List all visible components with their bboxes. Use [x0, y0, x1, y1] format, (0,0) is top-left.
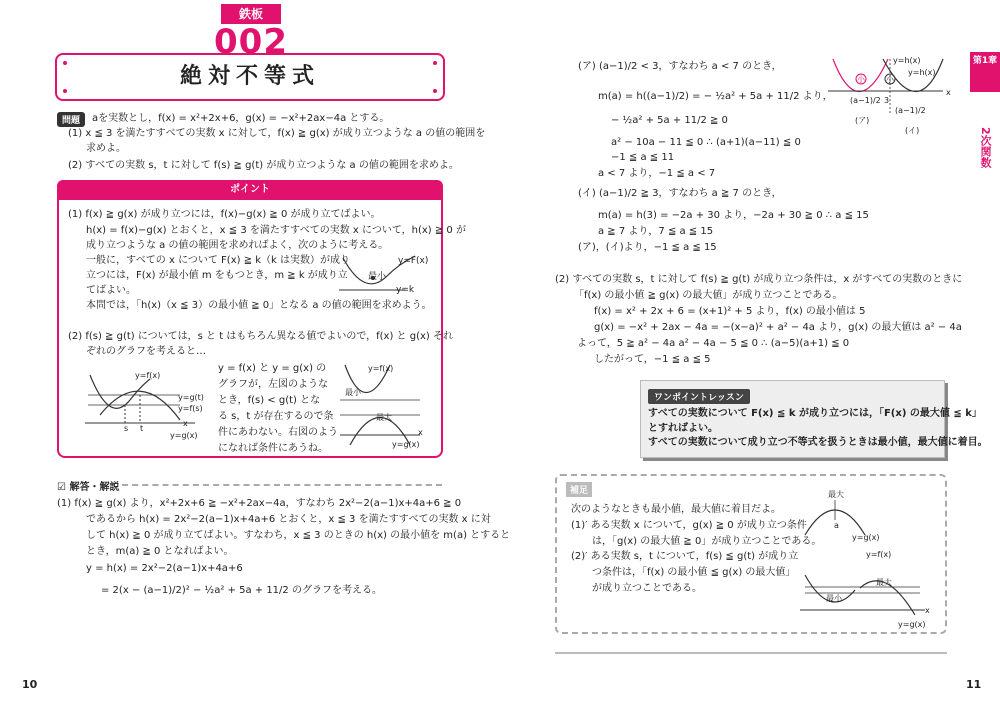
problem-statement: aを実数とし，f(x) = x²+2x+6，g(x) = −x²+2ax−4a とする。	[92, 113, 390, 124]
point-p1-line1: (1) f(x) ≧ g(x) が成り立つには，f(x)−g(x) ≧ 0 が成り立てばよい。	[68, 209, 381, 220]
corner-dot	[63, 61, 67, 65]
h-fig-lbl2: (a−1)/2	[895, 106, 926, 115]
topic-tab: 2次関数	[979, 126, 992, 168]
supp-fig-x: x	[925, 606, 930, 615]
onepoint-heading: ワンポイントレッスン	[648, 389, 750, 404]
right-b4: (ア)，(イ)より，−1 ≦ a ≦ 15	[578, 242, 717, 253]
point-p1-line6: てばよい。	[86, 285, 136, 296]
fig3-yf-label: y=f(x)	[368, 364, 394, 373]
fig3-min-label: 最小	[345, 388, 361, 397]
answer-heading: ☑ 解答・解説	[57, 482, 120, 493]
point-side-2: とき，f(s) < g(t) とな	[218, 395, 321, 406]
answer-rule	[122, 484, 442, 486]
fig2-ygt-label: y=g(t)	[178, 393, 204, 402]
fig1-min-label: 最小	[368, 272, 387, 282]
supplement-line3: は，「g(x) の最大値 ≧ 0」が成り立つことである。	[592, 536, 822, 547]
page-title-text: 絶対不等式	[179, 64, 320, 89]
fig2-yfs-label: y=f(s)	[178, 404, 203, 413]
answer-line4: とき，m(a) ≧ 0 となればよい。	[86, 546, 234, 557]
h-fig-a: (ア)	[855, 116, 870, 125]
corner-dot	[63, 89, 67, 93]
right-b1: (イ) (a−1)/2 ≧ 3，すなわち a ≧ 7 のとき，	[578, 188, 782, 199]
problem-q2: (2) すべての実数 s，t に対して f(s) ≧ g(t) が成り立つような a の値の範囲を求めよ。	[68, 160, 459, 171]
point-p1-line4: 一般に，すべての x について F(x) ≧ k（k は実数）が成り	[86, 255, 351, 266]
h-fig-label1: y=h(x)	[893, 56, 921, 65]
point-side-0: y = f(x) と y = g(x) の	[218, 363, 327, 374]
h-fig-small1: 小	[857, 75, 865, 84]
point-p2-line2: ぞれのグラフを考えると…	[86, 346, 206, 357]
onepoint-line1: すべての実数について F(x) ≦ k が成り立つには，「F(x) の最大値 ≦ k」	[648, 408, 982, 419]
point-p1-line7: 本問では，「h(x)（x ≦ 3）の最小値 ≧ 0」となる a の値の範囲を求めよう。	[86, 300, 432, 311]
answer-heading-text: 解答・解説	[69, 482, 120, 493]
fig1-yk-label: y=k	[396, 285, 415, 295]
answer-line5: y = h(x) = 2x²−2(a−1)x+4a+6	[86, 563, 243, 574]
supplement-line6: が成り立つことである。	[592, 583, 702, 594]
problem-q1-line1: (1) x ≦ 3 を満たすすべての実数 x に対して，f(x) ≧ g(x) が成り立つような a の値の範囲を	[68, 128, 486, 139]
right-a5: −1 ≦ a ≦ 11	[611, 152, 675, 163]
supplement-line4: (2)′ ある実数 s，t について，f(s) ≦ g(t) が成り立	[571, 551, 799, 562]
right-c2: 「f(x) の最小値 ≧ g(x) の最大値」が成り立つことである。	[574, 290, 843, 301]
page-title	[55, 53, 445, 101]
right-c6: したがって，−1 ≦ a ≦ 5	[594, 354, 711, 365]
onepoint-line3: すべての実数について成り立つ不等式を扱うときは最小値，最大値に着目。	[648, 437, 988, 448]
supp-fig-max2: 最大	[876, 578, 892, 587]
answer-line6: = 2(x − (a−1)/2)² − ½a² + 5a + 11/2 のグラフを考える。	[101, 585, 382, 596]
right-a1: (ア) (a−1)/2 < 3，すなわち a < 7 のとき，	[578, 61, 782, 72]
supp-fig-yg2: y=g(x)	[898, 620, 926, 629]
point-side-4: 件にあわない。右図のよう	[218, 427, 338, 438]
supp-fig-yf: y=f(x)	[866, 550, 892, 559]
point-p1-line5: 立つには，F(x) が最小値 m をもつとき，m ≧ k が成り立	[86, 270, 348, 281]
h-fig-label2: y=h(x)	[908, 68, 936, 77]
supp-fig-yg: y=g(x)	[852, 533, 880, 542]
point-side-3: る s，t が存在するので条	[218, 411, 334, 422]
supplement-graph	[800, 490, 930, 630]
bottom-rule	[555, 652, 947, 654]
corner-dot	[433, 89, 437, 93]
right-b3: a ≧ 7 より，7 ≦ a ≦ 15	[598, 226, 714, 237]
supp-fig-min: 最小	[826, 594, 842, 603]
supplement-line5: つ条件は，「f(x) の最小値 ≦ g(x) の最大値」	[592, 567, 796, 578]
fig3-yg-label: y=g(x)	[392, 440, 420, 449]
fig3-x-label: x	[418, 428, 423, 437]
supp-fig-a: a	[834, 521, 839, 530]
h-fig-small2: 小	[886, 75, 894, 84]
supp-fig-max: 最大	[828, 490, 844, 499]
fig1-yF-label: y=F(x)	[398, 256, 429, 266]
right-c3: f(x) = x² + 2x + 6 = (x+1)² + 5 より，f(x) の最小値は 5	[594, 306, 866, 317]
section-number: 002	[214, 22, 288, 62]
fig3-max-label: 最大	[376, 413, 392, 422]
right-b2: m(a) = h(3) = −2a + 30 より，−2a + 30 ≧ 0 ∴ a ≦ 15	[598, 210, 869, 221]
page-number-left: 10	[22, 678, 38, 691]
point-heading: ポイント	[57, 180, 443, 200]
onepoint-line2: とすればよい。	[648, 423, 718, 434]
h-fig-3: 3	[884, 96, 890, 105]
corner-dot	[433, 61, 437, 65]
h-fig-lbl1: (a−1)/2	[850, 96, 881, 105]
supplement-heading: 補足	[566, 482, 592, 497]
right-a2: m(a) = h((a−1)/2) = − ½a² + 5a + 11/2 より，	[598, 91, 833, 102]
right-a4: a² − 10a − 11 ≦ 0 ∴ (a+1)(a−11) ≦ 0	[611, 137, 801, 148]
chapter-tab: 第1章	[970, 52, 1000, 92]
answer-line1: (1) f(x) ≧ g(x) より，x²+2x+6 ≧ −x²+2ax−4a，すなわち 2x²−2(a−1)x+4a+6 ≧ 0	[57, 498, 462, 509]
h-fig-x: x	[946, 88, 951, 97]
fig2-t-label: t	[140, 424, 144, 433]
supplement-line1: 次のようなときも最小値，最大値に着目だよ。	[571, 504, 781, 515]
point-p1-line2: h(x) = f(x)−g(x) とおくと，x ≦ 3 を満たすすべての実数 x について，h(x) ≧ 0 が	[86, 225, 466, 236]
right-c4: g(x) = −x² + 2ax − 4a = −(x−a)² + a² − 4a より，g(x) の最大値は a² − 4a	[594, 322, 962, 333]
answer-line2: であるから h(x) = 2x²−2(a−1)x+4a+6 とおくと，x ≦ 3 を満たすすべての実数 x に対	[86, 514, 491, 525]
section-tab: 鉄板	[221, 4, 281, 24]
answer-line3: して h(x) ≧ 0 が成り立てばよい。すなわち，x ≦ 3 のときの h(x) の最小値を m(a) とすると	[86, 530, 511, 541]
fig2-x-label: x	[183, 419, 188, 428]
point-side-1: グラフが，左図のような	[218, 379, 328, 390]
right-a6: a < 7 より，−1 ≦ a < 7	[598, 168, 716, 179]
point-p1-line3: 成り立つような a の値の範囲を求めればよく，次のように考える。	[86, 240, 389, 251]
fig2-yg-label: y=g(x)	[170, 431, 198, 440]
right-c5: よって，5 ≧ a² − 4a a² − 4a − 5 ≦ 0 ∴ (a−5)(a+1) ≦ 0	[577, 338, 850, 349]
point-p2-line1: (2) f(s) ≧ g(t) については，s と t はもちろん異なる値でよいので，f(x) と g(x) それ	[68, 331, 453, 342]
problem-q1-line2: 求めよ。	[86, 143, 126, 154]
right-a3: − ½a² + 5a + 11/2 ≧ 0	[611, 115, 728, 126]
h-fig-i: (イ)	[905, 126, 920, 135]
page-number-right: 11	[966, 678, 982, 691]
supplement-line2: (1)′ ある実数 x について，g(x) ≧ 0 が成り立つ条件	[571, 520, 807, 531]
problem-badge: 問題	[57, 112, 85, 127]
right-c1: (2) すべての実数 s，t に対して f(s) ≧ g(t) が成り立つ条件は，x がすべての実数のときに	[555, 274, 963, 285]
point-side-5: になれば条件にあうね。	[218, 443, 328, 454]
fig2-s-label: s	[124, 424, 129, 433]
fig2-yf-label: y=f(x)	[135, 371, 161, 380]
